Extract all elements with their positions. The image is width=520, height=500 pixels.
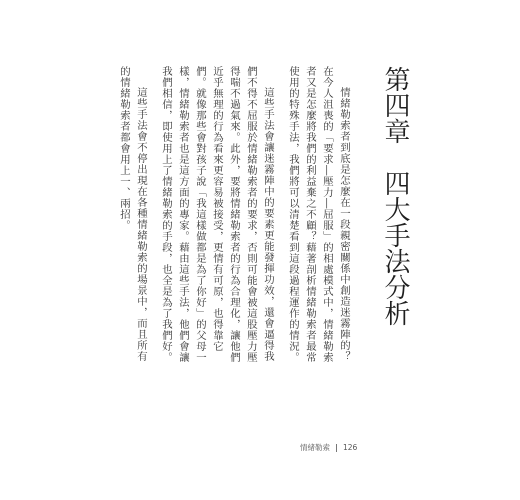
page-footer bbox=[300, 442, 357, 453]
footer-book-title: 情緒勒索 bbox=[300, 443, 330, 452]
footer-divider bbox=[336, 444, 337, 452]
body-text bbox=[118, 66, 352, 364]
page-number: 126 bbox=[343, 443, 358, 452]
paragraph-1: 情緒勒索者到底是怎麼在一段親密關係中創造迷霧陣的？在今人沮喪的「要求―壓力―屈服」的相處模式中，情緒勒索者又是怎麼將我們的利益棄之不顧？藉著剖析情緒勒索者最常使用的特殊手法，我們將可以清楚看到這段過程運作的情況。 bbox=[287, 66, 350, 363]
chapter-title: 第四章 四大手法分析 bbox=[380, 66, 410, 326]
paragraph-2: 這些手法會讓迷霧陣中的要素更能發揮功效，還會逼得我們不得不屈服於情緒勒索者的要求，否則可能會被這股壓力壓得喘不過氣來。此外，要將情緒勒索者的行為合理化，讓他們近乎無理的行為看來更容易被接受，更情有可原，也得靠它們。就像那些會對孩子說「我這樣做都是為了你好」的父母一樣，情緒勒索者也是這方面的專家。藉由這些手法，他們會讓我們相信，即使用上了情緒勒索的手段，也全是為了我們好。 bbox=[160, 66, 274, 363]
paragraph-3: 這些手法會不停出現在各種情緒勒索的場景中，而且所有的情緒勒索者都會用上一、兩招。 bbox=[118, 66, 147, 362]
